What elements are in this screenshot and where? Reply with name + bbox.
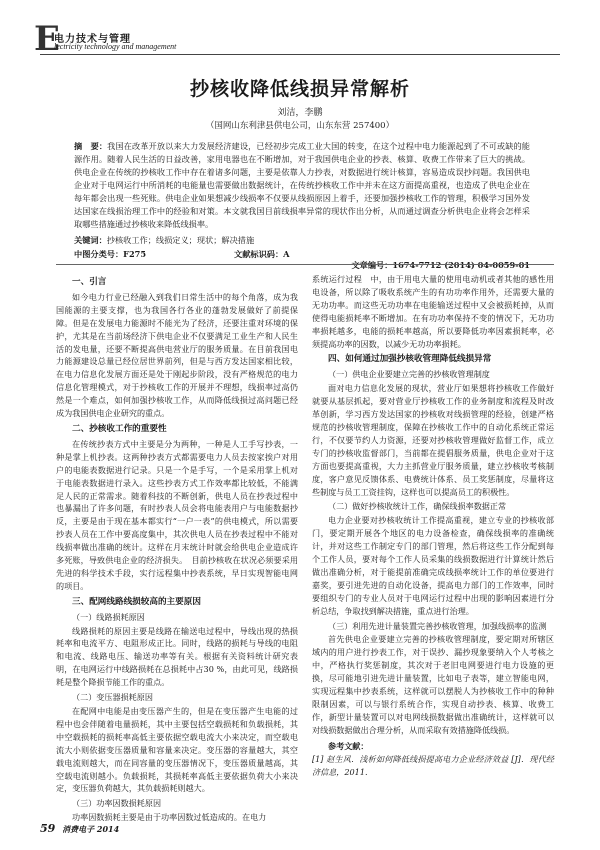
keywords-label: 关键词： (74, 235, 107, 245)
body-paragraph: 面对电力信息化发展的现状，营业厅如果想将抄核收工作做好就要从基层抓起，要对营业厅抄核收工作的业务制度和流程及时改革创新，学习西方发达国家的抄核收对线损管理的经验，创建严格规范的抄核收管理制度，保障在抄核收工作中的自动化系统正常运行，不仅要节约人力资源，还要对抄核收管理做好监督工作，成立专门的抄核收监督部门，当前都在提倡服务质量，供电企业对于这方面也要提高重视，大力主抓营业厅服务质量，建立抄核收考核制度，客户意见反馈体系、电费统计体系、员工奖惩制度，尽量将这些制度与员工工资挂钩，这样也可以提高员工的积极性。 (312, 383, 554, 497)
header-rule (40, 54, 560, 55)
affiliation: （国网山东利津县供电公司，山东东营 257400） (205, 121, 395, 131)
body-left-column (56, 273, 298, 824)
references-heading: 参考文献： (328, 740, 369, 751)
body-paragraph: 系统运行过程 中，由于用电大量的使用电动机或者其他的感性用电设备，所以除了吸收系统产生的有功功率作用外，还需要大量的无功功率。而这些无功功率在电能输送过程中又会被损耗掉，从而使得电能损耗率不断增加。在有功功率保持不变的情况下，无功功率损耗越多，电能的损耗率越高，所以要降低功率因素损耗率，必须提高功率的因数，以减少无功功率损耗。 (312, 274, 554, 349)
section-rule (56, 264, 554, 265)
classification-line (74, 249, 530, 271)
article-title: 抄核收降低线损异常解析 (189, 78, 410, 100)
footer-journal: 消费电子 2014 (62, 824, 120, 834)
abstract-label: 摘 要： (74, 141, 108, 151)
reference-item: [1] 赵生风．浅析如何降低线损提高电力企业经济效益 [J]．现代经济信息，2011. (312, 753, 554, 777)
authors: 刘洁，李鹏 (277, 108, 323, 118)
subsection-heading: （二）变压器损耗原因 (72, 692, 153, 703)
section-heading: 三、配网线路线损较高的主要原因 (72, 596, 201, 607)
section-heading: 一、引言 (72, 277, 107, 287)
journal-header-cn: 电力技术与管理 (54, 34, 131, 45)
keywords-text: 抄核收工作；线损定义；现状；解决措施 (106, 235, 255, 245)
keywords (74, 235, 530, 246)
abstract (74, 140, 530, 231)
body-paragraph: 电力企业要对抄核收统计工作提高重视，建立专业的抄核收部门，要定期开展各个地区的电力设备检查，确保线损率的准确统计，并对这些工作制定专门的部门管理，然后将这些工作分配到每个工作人员，要对每个工作人员采集的线损数据进行计算统计然后做出准确分析，对于能提前准确完成线损率统计工作的单位要进行嘉奖，要引进先进的自动化设备，提高电力部门的工作效率，同时要组织专门的专业人员对于电网运行过程中出现的影响因素进行分析总结，争取找到解决措施，重点进行治理。 (312, 515, 554, 616)
page-footer (40, 822, 119, 835)
subsection-heading: （三）利用先进计量装置完善抄核收管理，加强线损率的监测 (328, 620, 547, 631)
body-paragraph: 功率因数损耗主要是由于功率因数过低造成的。在电力 (72, 812, 267, 823)
body-paragraph: 如今电力行业已经融入到我们日常生活中的每个角落，成为我国能源的主要支撑，也为我国各行各业的蓬勃发展做好了前提保障。但是在发展电力能源时不能光为了经济，还要注重对环境的保护，尤其是在当前场经济下供电企业不仅要满足工业生产和人民生活的发电量，还要不断提高供电营业厅的服务质量。在目前我国电力能源建设总量已经位居世界前列，但是与西方发达国家相比较，在电力信息化发展方面还是处于刚起步阶段，没有严格规范的电力信息化管理模式，对于抄核收工作的开展并不理想，线损率过高仍然是一个难点，如何加强抄核收工作，从而降低线损过高问题已经成为我国供电企业研究的重点。 (56, 291, 298, 419)
body-paragraph: 首先供电企业要建立完善的抄核收管理制度，要定期对所辖区域内的用户进行抄表工作，对于误抄、漏抄现象要纳入个人考核之中，严格执行奖惩制度，其次对于老旧电网要进行电力设施的更换，尽可能地引进先进计量装置，比如电子表等，建立智能电网，实现远程集中抄表系统，这样就可以摆脱人为抄核收工作中的种种限制因素，可以与银行系统合作，实现自动抄表、核算、收费工作，新型计量装置可以对电网线损数据做出准确统计，这样就可以对线损数据做出合理分析，从而采取有效措施降低线损。 (312, 634, 554, 735)
abstract-text: 我国在改革开放以来大力发展经济建设，已经初步完成工业大国的转变，在这个过程中电力能源起到了不可或缺的能源作用。随着人民生活的日益改善，家用电器也在不断增加，对于我国供电企业的抄表、核算、收费工作带来了巨大的挑战。供电企业在传统的抄核收工作中存在着诸多问题，主要是依靠人力抄表，对数据进行统计核算，容易造成误抄问题。我国供电企业对于电网运行中所消耗的电能量也需要做出数据统计，在传统抄核收工作中并未在这方面提高重视，也造成了供电企业在每年都会出现一些死账。供电企业如果想减少线损率不仅要从线损原因上着手，还要加强抄核收工作的管理，积极学习国外发达国家在线损治理工作中的经验和对策。本文就我国目前线损率异常的现状作出分析，从而通过调查分析供电企业将会怎样采取哪些措施通过抄核收来降低线损率。 (74, 141, 530, 229)
subsection-heading: （二）做好抄核收统计工作，确保线损率数据正常 (328, 501, 507, 512)
journal-header-letter: E (34, 19, 60, 59)
body-paragraph: 在配网中电能是由变压器产生的，但是在变压器产生电能的过程中也会伴随着电量损耗，其中主要包括空载损耗和负载损耗，其中空载损耗的损耗率高低主要依据空载电流大小来决定，而空载电流大小则依据变压器质量和容量来决定。变压器的容量越大，其空载电流则越大，而在同容量的变压器情况下，变压器质量越高，其空载电流则越小。负载损耗，其损耗率高低主要依据负荷大小来决定，变压器负荷越大，其负载损耗则越大。 (56, 706, 298, 794)
journal-header-en: lectricity technology and management (54, 42, 177, 51)
subsection-heading: （一）供电企业要建立完善的抄核收管理制度 (328, 369, 490, 380)
section-heading: 二、抄核收工作的重要性 (72, 423, 167, 434)
clc-number: 中图分类号：F275 (74, 249, 147, 259)
article-number: 文章编号：1674-7712 (2014) 04-0059-01 (351, 260, 530, 270)
body-paragraph: 在传统抄表方式中主要是分为两种，一种是人工手写抄表，一种是掌上机抄表。这两种抄表方式都需要电力人员去按家挨户对用户的电能表数据进行记录。只是一个是手写，一个是采用掌上机对于电能表数据进行录入。这些抄表方式工作效率都比较低，不能满足人民的正常需求。随着科技的不断创新，供电人员在抄表过程中也暴漏出了许多问题，有时抄表人员会将电能表用户与电能数据抄反，主要是由于现在基本都实行“一户一表”的供电模式，所以需要抄表人员在工作中要高度集中，其次供电人员在抄表过程中不能对线损率做出准确的统计。这样在月末统计时就会给供电企业造成许多死账，导致供电企业的经济损失。 目前抄核收在状况必须要采用先进的科学技术手段，实行远程集中抄表系统，早日实现智能电网的项目。 (56, 438, 298, 591)
page-number: 59 (40, 822, 56, 835)
subsection-heading: （三）功率因数损耗原因 (72, 798, 162, 809)
subsection-heading: （一）线路损耗原因 (72, 611, 145, 622)
body-paragraph: 线路损耗的原因主要是线路在输送电过程中，导线出现的热损耗率和电流平方、电阻形成正比。同时，线路的损耗与导线的电阻和电流、线路电压、输送功率等有关。根据有关资料统计研究表明，在电网运行中线路损耗在总损耗中占30 %，由此可见，线路损耗是整个降损节能工作的重点。 (56, 625, 298, 688)
body-right-column (312, 273, 554, 778)
section-heading: 四、如何通过加强抄核收管理降低线损异常 (328, 354, 492, 365)
doc-code: 文献标识码：A (234, 249, 290, 259)
